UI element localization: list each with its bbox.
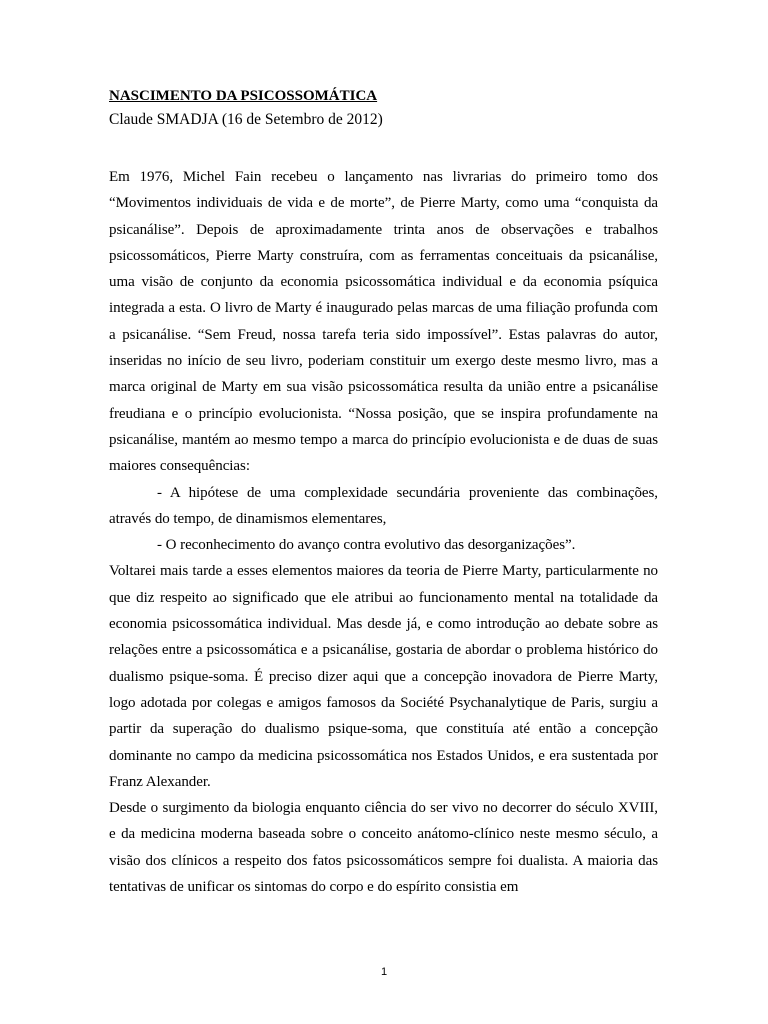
paragraph-dualism: Voltarei mais tarde a esses elementos maiores da teoria de Pierre Marty, particularmente no que diz respeito ao significado que ele atribui ao funcionamento mental na totalidade da economia psicossomática individual. Mas desde já, e como introdução ao debate sobre as relações entre a psicossomática e a psicanálise, gostaria de abordar o problema histórico do dualismo psique-soma. É preciso dizer aqui que a concepção inovadora de Pierre Marty, logo adotada por colegas e amigos famosos da Société Psychanalytique de Paris, surgiu a partir da superação do dualismo psique-soma, que constituía até então a concepção dominante no campo da medicina psicossomática nos Estados Unidos, e era sustentada por Franz Alexander. xyxy=(109,563,658,790)
spacer xyxy=(109,132,658,164)
page-number: 1 xyxy=(380,966,388,978)
paragraph-list-item-1: - A hipótese de uma complexidade secundária proveniente das combinações, através do tempo, de dinamismos elementares, xyxy=(109,484,658,527)
document-title: NASCIMENTO DA PSICOSSOMÁTICA xyxy=(109,88,378,104)
document-byline: Claude SMADJA (16 de Setembro de 2012) xyxy=(109,111,383,128)
paragraph-biology: Desde o surgimento da biologia enquanto ciência do ser vivo no decorrer do século XVIII, e da medicina moderna baseada sobre o conceito anátomo-clínico neste mesmo século, a visão dos clínicos a respeito dos fatos psicossomáticos sempre foi dualista. A maioria das tentativas de unificar os sintomas do corpo e do espírito consistia em xyxy=(109,800,658,896)
paragraph-intro: Em 1976, Michel Fain recebeu o lançamento nas livrarias do primeiro tomo dos “Movimentos individuais de vida e de morte”, de Pierre Marty, como uma “conquista da psicanálise”. Depois de aproximadamente trinta anos de observações e trabalhos psicossomáticos, Pierre Marty construíra, com as ferramentas conceituais da psicanálise, uma visão de conjunto da economia psicossomática individual e da economia psíquica integrada a esta. O livro de Marty é inaugurado pelas marcas de uma filiação profunda com a psicanálise. “Sem Freud, nossa tarefa teria sido impossível”. Estas palavras do autor, inseridas no início de seu livro, poderiam constituir um exergo deste mesmo livro, mas a marca original de Marty em sua visão psicossomática resulta da união entre a psicanálise freudiana e o princípio evolucionista. “Nossa posição, que se inspira profundamente na psicanálise, mantém ao mesmo tempo a marca do princípio evolucionista e de duas de suas maiores consequências: xyxy=(109,169,658,475)
document-body xyxy=(109,84,658,900)
paragraph-list-item-2: - O reconhecimento do avanço contra evolutivo das desorganizações”. xyxy=(157,537,576,554)
